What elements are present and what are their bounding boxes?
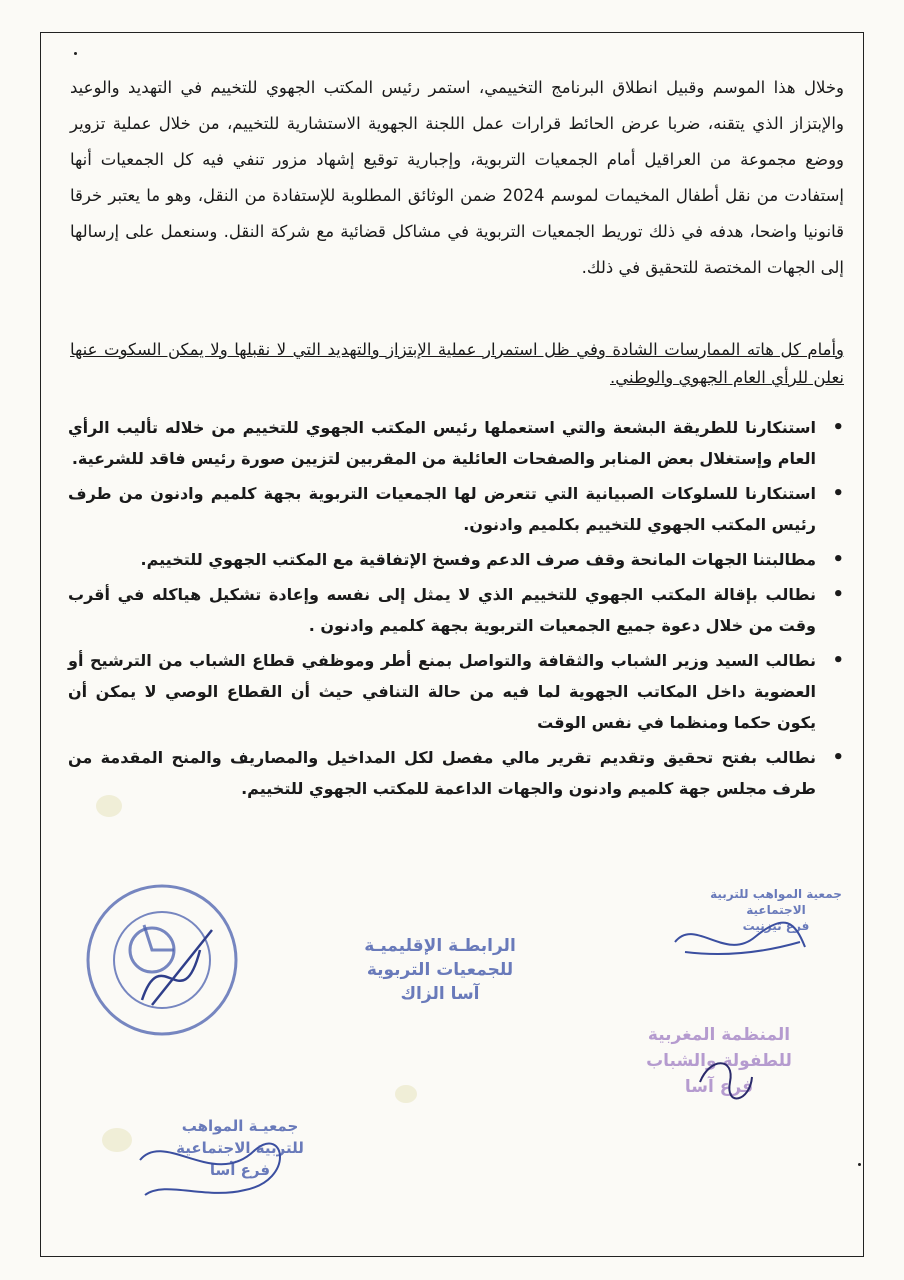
stamp-line: الرابطـة الإقليميـة <box>364 936 516 956</box>
stamp-line: فرع تيزنيت <box>742 919 810 933</box>
wheelchair-stamp-icon <box>82 880 242 1040</box>
list-item: • مطالبتنا الجهات المانحة وقف صرف الدعم وفسخ الإتفاقية مع المكتب الجهوي للتخييم. <box>68 544 816 575</box>
declaration-paragraph <box>70 336 844 392</box>
stamp-center <box>320 934 560 1006</box>
list-item: • نطالب السيد وزير الشباب والثقافة والتواصل بمنع أطر وموظفي قطاع الشباب من الترشيح أو العضوية داخل المكاتب الجهوية لما فيه من حالة التنافي حيث أن القطاع الوصي لا يمكن أن يكون حكما ومنظما في نفس الوقت <box>68 645 816 738</box>
stamp-line: آسا الزاك <box>400 984 480 1004</box>
stamp-line: للجمعيات التربوية <box>366 960 514 980</box>
list-item: • نطالب بإقالة المكتب الجهوي للتخييم الذي لا يمثل إلى نفسه وإعادة تشكيل هياكله في أقرب وقت من خلال دعوة جميع الجمعيات التربوية بجهة كلميم وادنون . <box>68 579 816 641</box>
signature-icon <box>690 1052 760 1112</box>
list-item: • نطالب بفتح تحقيق وتقديم تقرير مالي مفصل لكل المداخيل والمصاريف والمنح المقدمة من طرف مجلس جهة كلميم وادنون والجهات الداعمة للمكتب الجهوي للتخييم. <box>68 742 816 804</box>
stamp-line: جمعية المواهب للتربية <box>710 887 842 901</box>
paper-stain <box>395 1085 417 1103</box>
round-stamp <box>82 880 242 1040</box>
stamp-line: الاجتماعية <box>746 903 806 917</box>
stamp-line: المنظمة المغربية <box>647 1025 791 1045</box>
signature-icon <box>665 912 815 972</box>
stamp-line: فرع آسا <box>684 1077 754 1097</box>
list-item: • استنكارنا للسلوكات الصبيانية التي تتعرض لها الجمعيات التربوية بجهة كلميم وادنون من طرف رئيس المكتب الجهوي للتخييم بكلميم وادنون. <box>68 478 816 540</box>
ink-dot <box>858 1163 861 1166</box>
list-item: • استنكارنا للطريقة البشعة والتي استعملها رئيس المكتب الجهوي للتخييم من خلاله تأليب الرأي العام وإستغلال بعض المنابر والصفحات العائلية من المقربين لتزيين صورة رئيس فاقد للشرعية. <box>68 412 816 474</box>
stamp-line: للطفولة والشباب <box>646 1051 792 1071</box>
round-stamp-text <box>82 880 83 881</box>
signature-icon <box>125 1120 305 1210</box>
stamp-line: فرع آسا <box>209 1161 271 1179</box>
intro-paragraph: وخلال هذا الموسم وقبيل انطلاق البرنامج التخييمي، استمر رئيس المكتب الجهوي للتخييم في التهديد والوعيد والإبتزاز الذي يتقنه، ضربا عرض الحائط قرارات عمل اللجنة الجهوية الاستشارية للتخييم، من خلال عملية تزوير ووضع مجموعة من العراقيل أمام الجمعيات التربوية، وإجبارية توقيع إشهاد مزور تنفي فيه كل الجمعيات أنها إستفادت من نقل أطفال المخيمات لموسم 2024 ضمن الوثائق المطلوبة للإستفادة من النقل، وهو ما يعتبر خرقا قانونيا واضحا، هدفه في ذلك توريط الجمعيات التربوية في مشاكل قضائية مع شركة النقل. وسنعمل على إرسالها إلى الجهات المختصة للتحقيق في ذلك. <box>70 78 844 277</box>
demands-list <box>68 412 816 808</box>
stamp-line: للتربية الاجتماعية <box>176 1139 304 1157</box>
declaration-text: وأمام كل هاته الممارسات الشادة وفي ظل استمرار عملية الإبتزاز والتهديد التي لا نقبلها ولا يمكن السكوت عنها نعلن للرأي العام الجهوي والوطني. <box>70 340 844 387</box>
stamp-line: جمعيـة المواهب <box>181 1117 299 1135</box>
ink-dot <box>74 52 77 55</box>
